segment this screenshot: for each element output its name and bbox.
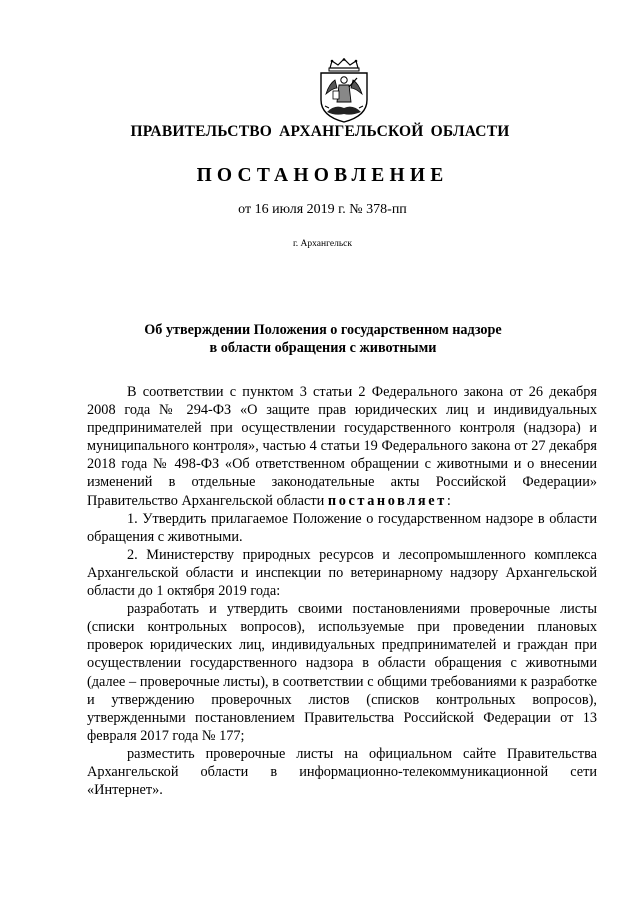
document-subject	[0, 321, 640, 357]
document-body	[87, 383, 597, 799]
decree-word: постановляет	[327, 492, 447, 509]
item-2a-paragraph: разработать и утвердить своими постановлениями проверочные листы (списки контрольных вопросов), используемые при проведении плановых проверок юридических лиц, индивидуальных предпринимателей и граждан при осуществлении государственного надзора в области обращения с животными (далее – проверочные листы), в соответствии с общими требованиями к разработке и утверждению проверочных листов (списков контрольных вопросов), утвержденными постановлением Правительства Российской Федерации от 13 февраля 2017 года № 177;	[87, 601, 597, 744]
item-1-paragraph: 1. Утвердить прилагаемое Положение о государственном надзоре в области обращения с животными.	[87, 510, 597, 545]
document-city: г. Архангельск	[292, 239, 352, 249]
document-date-number: от 16 июля 2019 г. № 378-пп	[238, 202, 407, 217]
preamble-paragraph	[87, 383, 597, 510]
document-type: ПОСТАНОВЛЕНИЕ	[196, 165, 449, 186]
government-title: ПРАВИТЕЛЬСТВО АРХАНГЕЛЬСКОЙ ОБЛАСТИ	[130, 123, 510, 140]
coat-of-arms-icon	[313, 58, 375, 124]
item-2-paragraph: 2. Министерству природных ресурсов и лесопромышленного комплекса Архангельской области и инспекции по ветеринарному надзору Архангельской области до 1 октября 2019 года:	[87, 546, 597, 600]
subject-line-2: в области обращения с животными	[209, 340, 437, 356]
preamble-text: В соответствии с пунктом 3 статьи 2 Федерального закона от 26 декабря 2008 года № 294-ФЗ «О защите прав юридических лиц и индивидуальных предпринимателей при осуществлении государственного контроля (надзора) и муниципального контроля», частью 4 статьи 19 Федерального закона от 27 декабря 2018 года № 498-ФЗ «Об ответственном обращении с животными и о внесении изменений в отдельные законодательные акты Российской Федерации» Правительство Архангельской области	[87, 384, 597, 509]
subject-line-1: Об утверждении Положения о государственном надзоре	[144, 322, 502, 338]
decree-colon: :	[446, 492, 451, 509]
item-2b-paragraph: разместить проверочные листы на официальном сайте Правительства Архангельской области в информационно-телекоммуникационной сети «Интернет».	[87, 745, 597, 799]
